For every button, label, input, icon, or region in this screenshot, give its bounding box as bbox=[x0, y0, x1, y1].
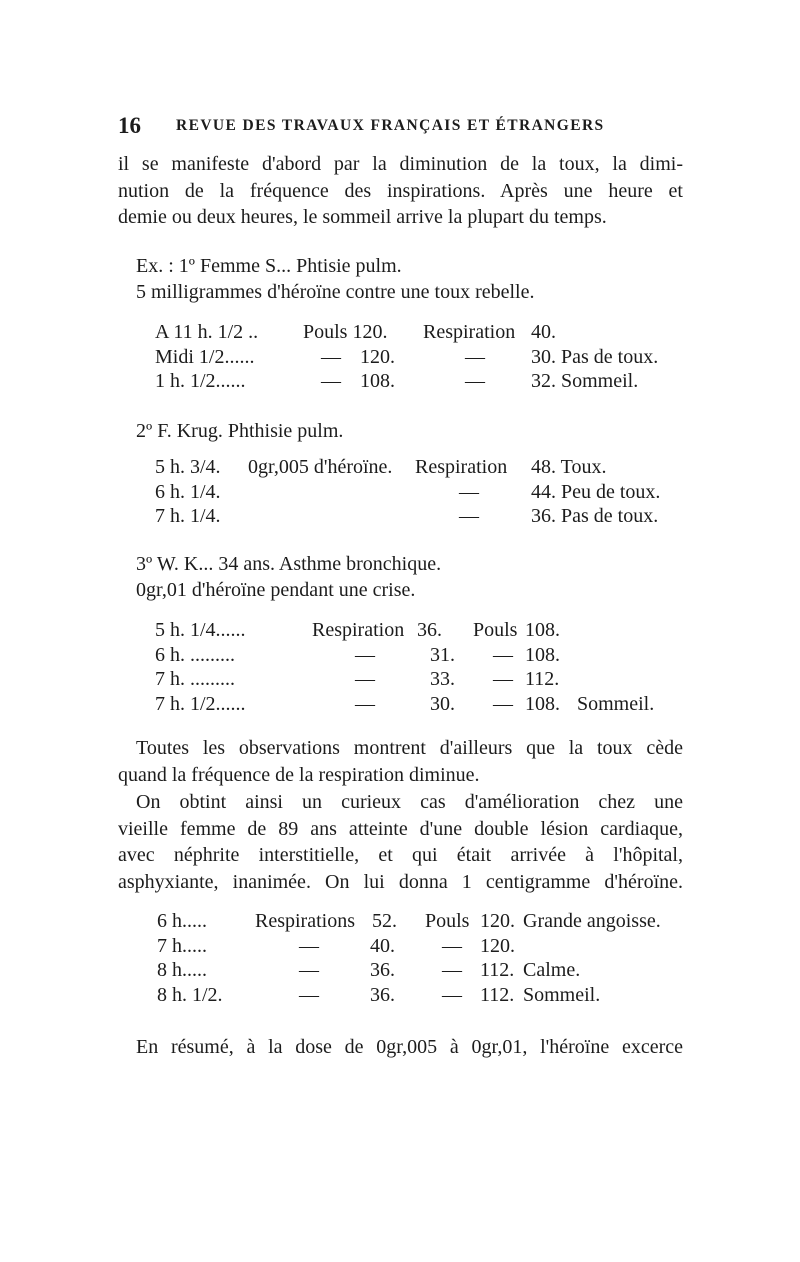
dash-cell: — bbox=[355, 692, 375, 715]
value-cell: 44. Peu de toux. bbox=[531, 480, 661, 503]
text-line: En résumé, à la dose de 0gr,005 à 0gr,01, l'héroïne excerce bbox=[136, 1036, 683, 1058]
table-row bbox=[155, 481, 685, 506]
value-cell: 112. bbox=[480, 983, 515, 1006]
value-cell: 36. bbox=[370, 959, 395, 981]
time-cell: 6 h. 1/4. bbox=[155, 480, 221, 503]
value-cell: 32. Sommeil. bbox=[531, 370, 639, 392]
time-cell: 7 h..... bbox=[157, 934, 207, 957]
text-line: asphyxiante, inanimée. On lui donna 1 centigramme d'héroïne. bbox=[118, 870, 683, 893]
time-cell: 7 h. ......... bbox=[155, 668, 235, 690]
value-cell: 40. bbox=[531, 321, 556, 343]
page-header bbox=[118, 113, 683, 141]
value-cell: Respiration bbox=[415, 456, 508, 478]
dash-cell: — bbox=[459, 505, 479, 527]
table-row bbox=[155, 370, 685, 395]
value-cell: 33. bbox=[430, 668, 455, 690]
time-cell: 8 h..... bbox=[157, 959, 207, 981]
time-cell: 8 h. 1/2. bbox=[157, 983, 223, 1006]
value-cell: Respirations bbox=[255, 910, 355, 932]
text-line: quand la fréquence de la respiration diminue. bbox=[118, 763, 480, 786]
text-line: avec néphrite interstitielle, et qui était arrivée à l'hôpital, bbox=[118, 844, 683, 866]
case4-table bbox=[157, 910, 687, 1008]
value-cell: Respiration bbox=[423, 321, 516, 343]
page-number: 16 bbox=[118, 113, 141, 138]
value-cell: 52. bbox=[372, 910, 397, 932]
value-cell: Pouls bbox=[473, 619, 518, 641]
time-cell: 5 h. 1/4...... bbox=[155, 619, 246, 641]
dash-cell: — bbox=[355, 668, 375, 690]
value-cell: 120. bbox=[360, 345, 395, 368]
case1-dose: 5 milligrammes d'héroïne contre une toux rebelle. bbox=[136, 281, 535, 303]
intro-paragraph bbox=[118, 151, 683, 231]
table-row bbox=[155, 346, 685, 371]
dash-cell: — bbox=[493, 668, 513, 690]
value-cell: 120. bbox=[480, 910, 515, 932]
dash-cell: — bbox=[299, 983, 319, 1006]
time-cell: 6 h. ......... bbox=[155, 643, 235, 666]
value-cell: 108. bbox=[525, 643, 560, 666]
dash-cell: — bbox=[442, 959, 462, 981]
table-row bbox=[155, 668, 685, 693]
dash-cell: — bbox=[442, 934, 462, 957]
value-cell: 48. Toux. bbox=[531, 456, 607, 478]
dash-cell: — bbox=[459, 480, 479, 503]
table-row bbox=[155, 693, 685, 718]
paragraph-2 bbox=[118, 735, 683, 788]
value-cell: 108. bbox=[525, 619, 560, 641]
case2-title: 2º F. Krug. Phthisie pulm. bbox=[136, 420, 344, 442]
text-line: il se manifeste d'abord par la diminution de la toux, la dimi- bbox=[118, 153, 683, 175]
text-line: On obtint ainsi un curieux cas d'amélioration chez une bbox=[136, 791, 683, 813]
time-cell: 7 h. 1/2...... bbox=[155, 692, 246, 715]
value-cell: 30. Pas de toux. bbox=[531, 345, 659, 368]
table-row bbox=[155, 321, 685, 346]
paragraph-3 bbox=[118, 789, 683, 895]
value-cell: 36. Pas de toux. bbox=[531, 505, 659, 527]
dash-cell: — bbox=[442, 983, 462, 1006]
text-line: vieille femme de 89 ans atteinte d'une double lésion cardiaque, bbox=[118, 817, 683, 840]
value-cell: Grande angoisse. bbox=[523, 910, 661, 932]
time-cell: A 11 h. 1/2 .. bbox=[155, 321, 259, 343]
value-cell: Calme. bbox=[523, 959, 581, 981]
value-cell: 31. bbox=[430, 643, 455, 666]
dash-cell: — bbox=[465, 345, 485, 368]
dash-cell: — bbox=[299, 934, 319, 957]
table-row bbox=[157, 935, 687, 960]
text-line: nution de la fréquence des inspirations. Après une heure et bbox=[118, 179, 683, 202]
table-row bbox=[157, 959, 687, 984]
table-row bbox=[155, 619, 685, 644]
text-line: Toutes les observations montrent d'ailleurs que la toux cède bbox=[136, 737, 683, 759]
value-cell: 108. bbox=[525, 692, 560, 715]
case1-table bbox=[155, 321, 685, 395]
value-cell: 108. bbox=[360, 370, 395, 392]
dash-cell: — bbox=[465, 370, 485, 392]
case3-dose: 0gr,01 d'héroïne pendant une crise. bbox=[136, 579, 416, 601]
table-row bbox=[155, 505, 685, 530]
dash-cell: — bbox=[493, 643, 513, 666]
value-cell: 40. bbox=[370, 934, 395, 957]
dash-cell: — bbox=[321, 370, 341, 392]
case1-title: Ex. : 1º Femme S... Phtisie pulm. bbox=[136, 255, 402, 277]
time-cell: Midi 1/2...... bbox=[155, 345, 255, 368]
case3-table bbox=[155, 619, 685, 717]
value-cell: Pouls bbox=[425, 910, 470, 932]
table-row bbox=[157, 984, 687, 1009]
time-cell: 1 h. 1/2...... bbox=[155, 370, 246, 392]
table-row bbox=[155, 456, 685, 481]
value-cell: Pouls 120. bbox=[303, 321, 388, 343]
running-head: REVUE DES TRAVAUX FRANÇAIS ET ÉTRANGERS bbox=[176, 117, 605, 134]
value-cell: Sommeil. bbox=[577, 692, 655, 715]
dash-cell: — bbox=[321, 345, 341, 368]
value-cell: Sommeil. bbox=[523, 983, 601, 1006]
value-cell: Respiration bbox=[312, 619, 405, 641]
table-row bbox=[157, 910, 687, 935]
dash-cell: — bbox=[299, 959, 319, 981]
value-cell: 112. bbox=[480, 959, 515, 981]
table-row bbox=[155, 644, 685, 669]
dash-cell: — bbox=[355, 643, 375, 666]
case2-table bbox=[155, 456, 685, 530]
time-cell: 5 h. 3/4. bbox=[155, 456, 221, 478]
value-cell: 36. bbox=[370, 983, 395, 1006]
time-cell: 7 h. 1/4. bbox=[155, 505, 221, 527]
value-cell: 112. bbox=[525, 668, 560, 690]
dash-cell: — bbox=[493, 692, 513, 715]
value-cell: 120. bbox=[480, 934, 515, 957]
text-line: demie ou deux heures, le sommeil arrive la plupart du temps. bbox=[118, 206, 607, 228]
value-cell: 0gr,005 d'héroïne. bbox=[248, 456, 393, 478]
value-cell: 36. bbox=[417, 619, 442, 641]
final-paragraph bbox=[118, 1034, 683, 1061]
case3-title: 3º W. K... 34 ans. Asthme bronchique. bbox=[136, 553, 442, 575]
value-cell: 30. bbox=[430, 692, 455, 715]
time-cell: 6 h..... bbox=[157, 910, 207, 932]
